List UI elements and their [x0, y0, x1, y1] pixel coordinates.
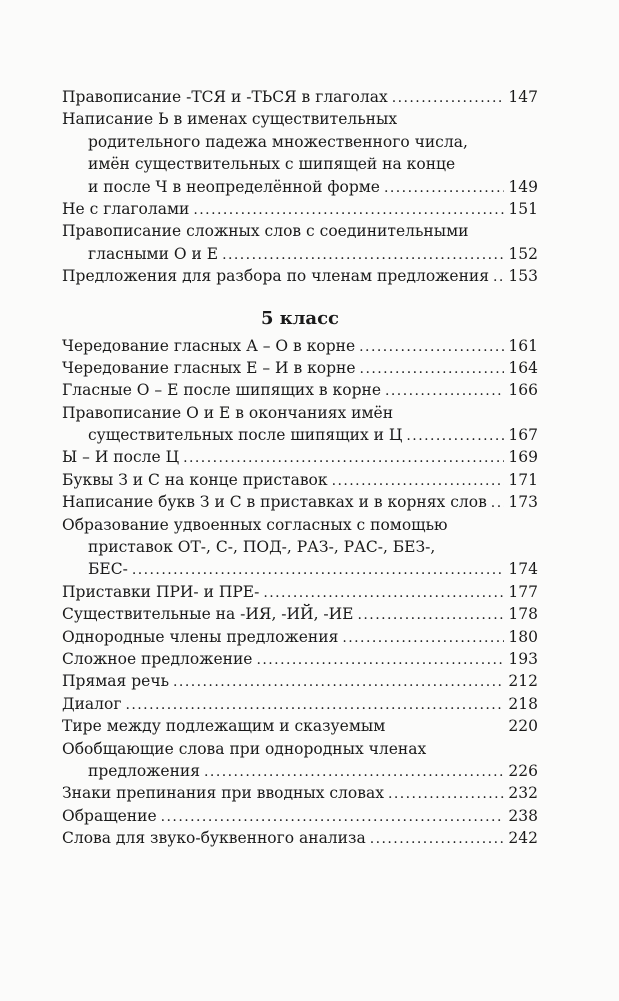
toc-entry [62, 738, 538, 783]
toc-entry-line [62, 558, 538, 580]
dot-leader [204, 761, 504, 783]
toc-page-number: 218 [508, 694, 538, 713]
dot-leader [388, 783, 504, 805]
toc-page-number: 147 [508, 88, 538, 106]
toc-entry [62, 603, 538, 625]
toc-page-number: 149 [508, 177, 538, 196]
toc-entry-title: Чередование гласных Е – И в корне [62, 358, 356, 377]
toc-entry-title: Буквы З и С на конце приставок [62, 470, 328, 489]
toc-entry-line [62, 176, 538, 198]
toc-page-number: 180 [508, 627, 538, 646]
toc-entry-title: существительных после шипящих и Ц [88, 426, 403, 445]
toc-entry [62, 626, 538, 648]
toc-page-number: 212 [508, 672, 538, 691]
toc-entry-title: Не с глаголами [62, 199, 190, 218]
toc-entry-line [62, 670, 538, 692]
toc-entry-title: Правописание сложных слов с соединительными [62, 222, 469, 241]
toc-entry-title: БЕС- [88, 560, 128, 579]
toc-entry [62, 357, 538, 379]
toc-entry-line [62, 626, 538, 648]
dot-leader [493, 266, 504, 288]
toc-entry-title: Гласные О – Е после шипящих в корне [62, 381, 381, 400]
dot-leader [359, 336, 504, 358]
toc-entry-title: Обращение [62, 806, 157, 825]
toc-entry-line [62, 715, 538, 737]
toc-entry [62, 198, 538, 220]
toc-entry [62, 469, 538, 491]
toc-entry-title: Прямая речь [62, 672, 170, 691]
toc-page-number: 164 [508, 358, 538, 377]
toc-entry [62, 265, 538, 287]
toc-entry-line [62, 243, 538, 265]
toc-entry-line [62, 536, 538, 558]
toc-entry-title: и после Ч в неопределённой форме [88, 177, 380, 196]
toc-entry [62, 827, 538, 849]
dot-leader [222, 244, 504, 266]
toc-entry-line [62, 693, 538, 715]
dot-leader [173, 671, 504, 693]
toc-entry-line [62, 738, 538, 760]
dot-leader [358, 604, 505, 626]
toc-entry-line [62, 220, 538, 242]
dot-leader [256, 649, 504, 671]
toc-entry [62, 514, 538, 581]
toc-entry-line [62, 198, 538, 220]
toc-entry-title: Диалог [62, 694, 122, 713]
section-heading: 5 класс [260, 307, 340, 329]
toc-page-number: 178 [508, 605, 538, 624]
toc-entry-line [62, 469, 538, 491]
toc-entry-title: Знаки препинания при вводных словах [62, 784, 384, 803]
toc-entry-line [62, 357, 538, 379]
toc-entry-title: приставок ОТ-, С-, ПОД-, РАЗ-, РАС-, БЕЗ-, [88, 538, 436, 557]
dot-leader [392, 87, 505, 109]
dot-leader [384, 177, 504, 199]
toc-page-number: 153 [508, 267, 538, 286]
toc-entry-line [62, 265, 538, 287]
toc-entry-title: Существительные на -ИЯ, -ИЙ, -ИЕ [62, 605, 354, 624]
dot-leader [385, 380, 504, 402]
toc-entry-line [62, 581, 538, 603]
toc-entry-title: Предложения для разбора по членам предложения [62, 267, 490, 286]
toc-entry [62, 715, 538, 737]
toc-page-number: 226 [508, 761, 538, 780]
toc-page-number: 166 [508, 381, 538, 400]
toc-entry-title: Тире между подлежащим и сказуемым [62, 717, 386, 736]
toc-entry-line [62, 131, 538, 153]
toc-entry-line [62, 108, 538, 130]
toc-page-number: 167 [508, 426, 538, 445]
dot-leader [132, 559, 505, 581]
dot-leader [360, 358, 505, 380]
toc-entry-line [62, 153, 538, 175]
toc-entry-title: Написание букв З и С в приставках и в корнях слов [62, 493, 487, 512]
toc-entry-line [62, 514, 538, 536]
toc-entry-title: Слова для звуко-буквенного анализа [62, 829, 366, 848]
toc-page-number: 193 [508, 649, 538, 668]
toc-entry-line [62, 603, 538, 625]
dot-leader [263, 582, 504, 604]
dot-leader [406, 425, 504, 447]
toc-entry [62, 108, 538, 198]
toc-entry-title: Правописание -ТСЯ и -ТЬСЯ в глаголах [62, 88, 388, 106]
toc-entry [62, 581, 538, 603]
toc-entry-title: Написание Ь в именах существительных [62, 110, 398, 129]
toc-entry [62, 379, 538, 401]
toc-entry [62, 491, 538, 513]
toc-entry-line [62, 782, 538, 804]
toc-entry-line [62, 827, 538, 849]
toc-entry-title: Сложное предложение [62, 649, 253, 668]
toc-entry-line [62, 446, 538, 468]
dot-leader [193, 199, 504, 221]
toc-entry-title: Чередование гласных А – О в корне [62, 336, 356, 355]
toc-entry-line [62, 805, 538, 827]
toc-entry [62, 220, 538, 265]
toc-page-number: 152 [508, 244, 538, 263]
toc-page-number: 161 [508, 336, 538, 355]
toc-entry [62, 446, 538, 468]
toc-entry [62, 86, 538, 108]
table-of-contents [62, 86, 538, 850]
toc-entry-title: Однородные члены предложения [62, 627, 339, 646]
toc-entry [62, 805, 538, 827]
dot-leader [332, 470, 505, 492]
dot-leader [370, 828, 505, 850]
toc-entry-title: гласными О и Е [88, 244, 219, 263]
toc-page-number: 169 [508, 448, 538, 467]
toc-entry-title: Ы – И после Ц [62, 448, 180, 467]
toc-entry-title: Образование удвоенных согласных с помощью [62, 515, 448, 534]
toc-page-number: 151 [508, 199, 538, 218]
dot-leader [125, 694, 504, 716]
toc-entry-line [62, 402, 538, 424]
toc-page-number: 171 [508, 470, 538, 489]
toc-entry-line [62, 335, 538, 357]
toc-entry-title: Приставки ПРИ- и ПРЕ- [62, 582, 260, 601]
toc-page-number: 238 [508, 806, 538, 825]
toc-page-number: 173 [508, 493, 538, 512]
dot-leader [161, 806, 505, 828]
toc-entry-title: имён существительных с шипящей на конце [88, 155, 456, 174]
toc-entry [62, 402, 538, 447]
toc-entry-title: предложения [88, 761, 201, 780]
toc-page-number: 174 [508, 560, 538, 579]
toc-page-number: 177 [508, 582, 538, 601]
toc-entry [62, 670, 538, 692]
toc-entry [62, 693, 538, 715]
toc-entry-line [62, 86, 538, 108]
toc-page-number: 232 [508, 784, 538, 803]
toc-entry-title: Обобщающие слова при однородных членах [62, 739, 427, 758]
dot-leader [183, 447, 504, 469]
toc-entry-line [62, 379, 538, 401]
toc-entry [62, 335, 538, 357]
dot-leader [491, 492, 505, 514]
toc-entry-line [62, 424, 538, 446]
toc-page-number: 220 [508, 717, 538, 736]
toc-entry-line [62, 491, 538, 513]
toc-page-number: 242 [508, 829, 538, 848]
toc-entry-line [62, 760, 538, 782]
toc-entry [62, 782, 538, 804]
toc-entry [62, 648, 538, 670]
toc-entry-line [62, 648, 538, 670]
toc-entry-title: родительного падежа множественного числа, [88, 132, 468, 151]
toc-entry-title: Правописание О и Е в окончаниях имён [62, 403, 394, 422]
dot-leader [342, 627, 504, 649]
